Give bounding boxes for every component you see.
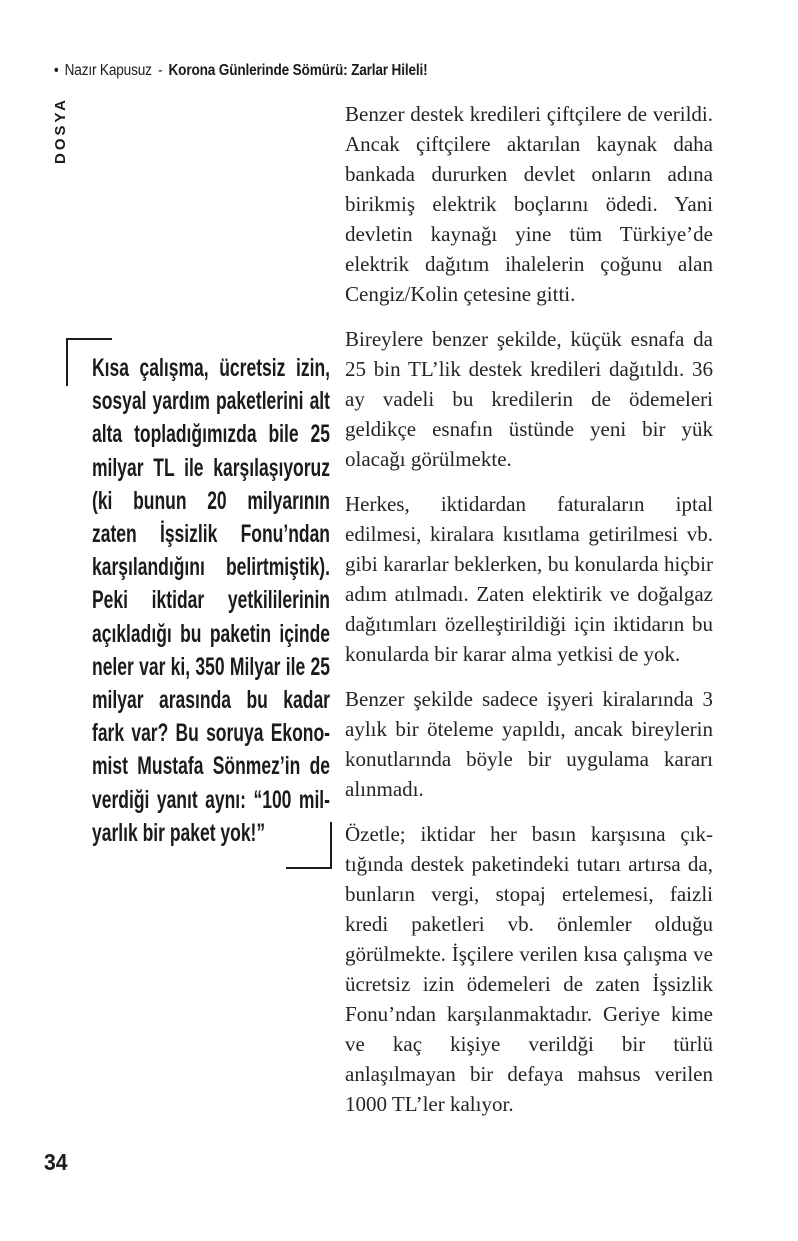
body-paragraph: Herkes, iktidardan faturaların iptal edilmesi, kiralara kısıtlama getirilmesi vb. gibi kararlar beklerken, bu konularda hiçbir adım atılmadı. Zaten elektirik ve doğalgaz dağıtımları özelleştirildiği için iktidarın bu konularda bir karar alma yetkisi de yok. <box>345 492 713 666</box>
author-name: Nazır Kapusuz <box>64 62 152 79</box>
article-body <box>345 99 713 1134</box>
body-paragraph: Özetle; iktidar her basın karşısına çıktığında destek paketindeki tutarı artırsa da, bunların vergi, stopaj ertelemesi, faizli kredi paketleri vb. önlemler olduğu görülmekte. İşçilere verilen kısa çalışma ve ücretsiz izin ödemeleri de zaten İşsizlik Fonu’ndan karşılanmaktadır. Geriye kime ve kaç kişiye verildği bir türlü anlaşılmayan bir defaya mahsus verilen 1000 TL’ler kalıyor. <box>345 822 713 1116</box>
body-paragraph: Benzer destek kredileri çiftçilere de verildi. Ancak çiftçilere aktarılan kaynak daha bankada dururken devlet onların adına birikmiş elektrik boçlarını ödedi. Yani devletin kaynağı yine tüm Türkiye’de elektrik dağıtım ihalelerin çoğunu alan Cengiz/Kolin çetesine gitti. <box>345 102 713 306</box>
article-title: Korona Günlerinde Sömürü: Zarlar Hileli! <box>168 62 428 79</box>
body-paragraph: Benzer şekilde sadece işyeri kiralarında 3 aylık bir öteleme yapıldı, ancak bireylerin konutlarında böyle bir uygulama kararı alınmadı. <box>345 687 713 801</box>
pull-quote-close-bracket-icon <box>286 822 332 869</box>
page-number: 34 <box>44 1149 68 1175</box>
article-byline <box>54 61 427 81</box>
body-paragraph: Bireylere benzer şekilde, küçük esnafa da 25 bin TL’lik destek kredileri dağıtıldı. 36 ay vadeli bu kredilerin de ödemeleri geldikçe esnafın üstünde yeni bir yük olacağı görülmekte. <box>345 327 713 471</box>
section-label-vertical: DOSYA <box>52 97 69 164</box>
pull-quote: Kısa çalışma, ücretsiz izin, sosyal yardım paketlerini alt alta topladığımızda bile 25 milyar TL ile karşılaşıyoruz (ki bunun 20 milyarının zaten İşsizlik Fonu’ndan karşılandığını belirtmiştik). Peki iktidar yetkililerinin açıkladığı bu paketin içinde neler var ki, 350 Milyar ile 25 milyar arasında bu kadar fark var? Bu soruya Ekonomist Mustafa Sönmez’in de verdiği yanıt aynı: “100 milyarlık bir paket yok!” <box>92 354 330 847</box>
bullet-icon: • <box>54 62 59 79</box>
byline-separator: - <box>157 62 163 79</box>
